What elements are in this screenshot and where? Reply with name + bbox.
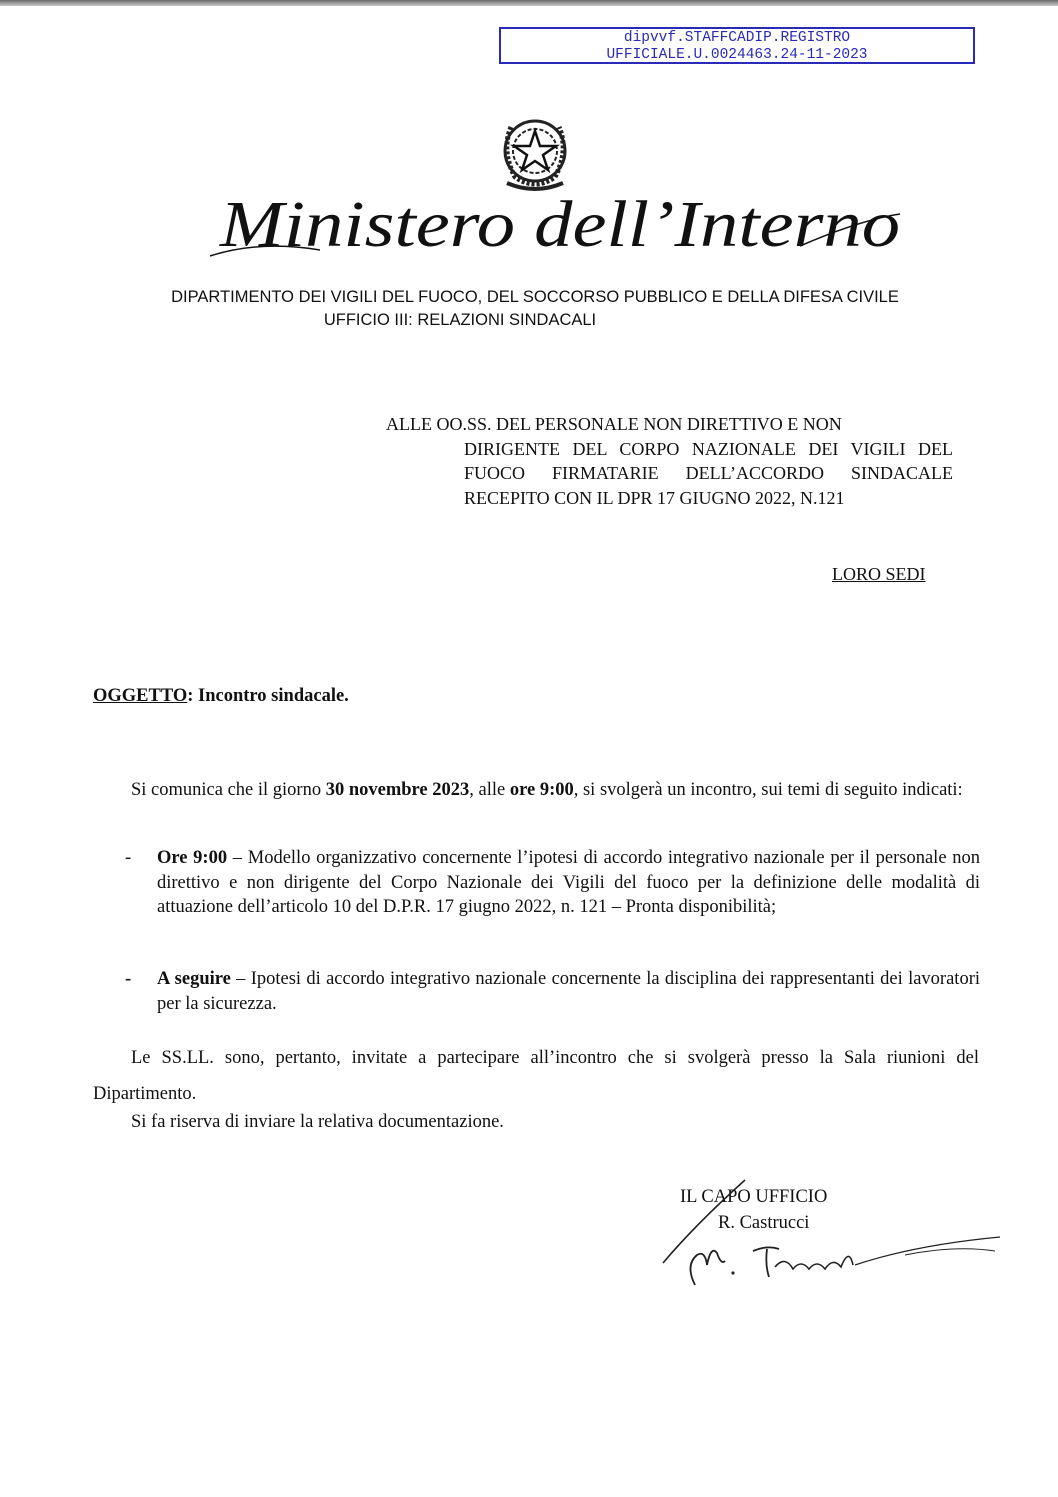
list-dash: - [125,848,132,868]
scan-top-edge [0,0,1058,6]
agenda-item-lead: Ore 9:00 [157,848,228,868]
paragraph-announcement [93,772,979,808]
agenda-item [125,846,980,920]
list-dash: - [125,969,132,989]
loro-sedi: LORO SEDI [832,564,926,584]
ministry-logotype [200,180,920,270]
agenda-item [125,967,980,1016]
paragraph-documentation: Si fa riserva di inviare la relativa documentazione. [131,1112,504,1132]
department-name: DIPARTIMENTO DEI VIGILI DEL FUOCO, DEL SOCCORSO PUBBLICO E DELLA DIFESA CIVILE [171,288,899,306]
office-name: UFFICIO III: RELAZIONI SINDACALI [323,311,597,329]
agenda-item-text: – Ipotesi di accordo integrativo nazionale concernente la disciplina dei rappresentanti dei lavoratori per la sicurezza. [157,969,980,1014]
signer-title: IL CAPO UFFICIO [680,1187,828,1207]
meeting-time: ore 9:00 [509,780,574,800]
stamp-line-1: dipvvf.STAFFCADIP.REGISTRO [623,30,851,46]
paragraph-invitation: Le SS.LL. sono, pertanto, invitate a partecipare all’incontro che si svolgerà presso la Sala riunioni del Dipartimento. [93,1048,979,1104]
agenda-item-text: – Modello organizzativo concernente l’ipotesi di accordo integrativo nazionale per il personale non direttivo e non dirigente del Corpo Nazionale dei Vigili del fuoco per la definizione delle modalità di attuazione dell’articolo 10 del D.P.R. 17 giugno 2022, n. 121 – Pronta disponibilità; [157,848,980,917]
signer-name: R. Castrucci [718,1213,810,1233]
addressee-rest: DIRIGENTE DEL CORPO NAZIONALE DEI VIGILI DEL FUOCO FIRMATARIE DELL’ACCORDO SINDACALE RECEPITO CON IL DPR 17 GIUGNO 2022, N.121 [464,438,953,508]
handwritten-signature [655,1165,1005,1295]
p1-text-b: , alle [469,780,510,800]
protocol-stamp [499,27,975,64]
agenda-item-lead: A seguire [157,969,231,989]
meeting-date: 30 novembre 2023 [325,780,470,800]
ministry-name: Ministero dell’Interno [218,188,901,261]
stamp-line-2: UFFICIALE.U.0024463.24-11-2023 [606,47,868,63]
addressee-line-1: ALLE OO.SS. DEL PERSONALE NON DIRETTIVO E NON [386,414,842,434]
subject-label: OGGETTO [93,686,188,706]
p1-text-c: , si svolgerà un incontro, sui temi di seguito indicati: [573,780,963,800]
p1-text-a: Si comunica che il giorno [131,780,326,800]
subject-text: : Incontro sindacale. [187,686,349,706]
addressee-block [386,412,953,510]
subject-line [93,686,349,707]
